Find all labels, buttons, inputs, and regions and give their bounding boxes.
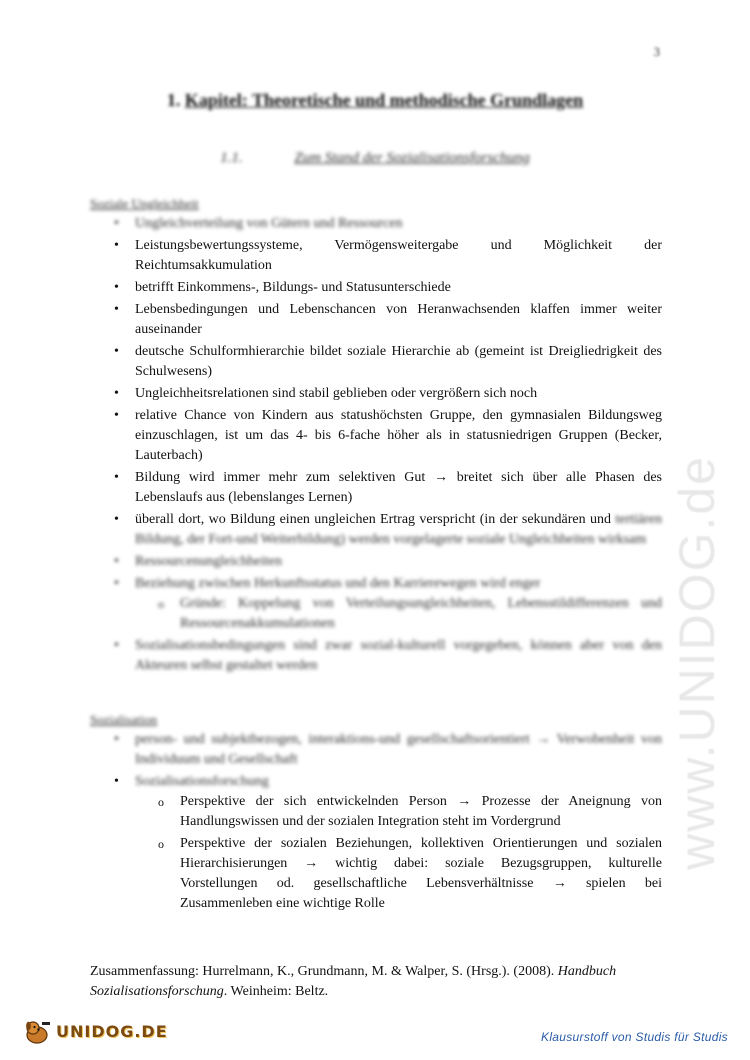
- section-title-text: Zum Stand der Sozialisationsforschung: [294, 150, 530, 166]
- chapter-title: [0, 90, 750, 111]
- dog-mascot-icon: [22, 1016, 52, 1046]
- sub-list-item: o Gründe: Koppelung von Verteilungsungleichheiten, Lebensstildifferenzen und Ressourcenakkumulationen: [90, 594, 662, 634]
- chapter-number: 1.: [166, 90, 181, 110]
- list-item-clear-part: überall dort, wo Bildung einen ungleichen Ertrag verspricht (in der sekundären und: [135, 512, 611, 527]
- list-item: • betrifft Einkommens-, Bildungs- und Statusunterschiede: [90, 278, 662, 298]
- list-item: • Ungleichheitsrelationen sind stabil geblieben oder vergrößern sich noch: [90, 384, 662, 404]
- inequality-heading: Soziale Ungleichheit: [90, 196, 199, 211]
- watermark: www.UNIDOG.de: [669, 455, 725, 870]
- logo-text: UNIDOG.DE: [56, 1021, 168, 1041]
- list-item: [90, 510, 662, 550]
- socialization-list: [90, 730, 662, 914]
- sub-list: [90, 792, 662, 914]
- reference-prefix: Zusammenfassung: Hurrelmann, K., Grundmann, M. & Walper, S. (Hrsg.). (2008).: [90, 964, 558, 979]
- sub-list: [90, 594, 662, 634]
- section-title: [0, 150, 750, 167]
- list-item: [90, 574, 662, 634]
- socialization-section: [90, 710, 662, 916]
- reference-suffix: . Weinheim: Beltz.: [223, 984, 329, 999]
- list-item: • Sozialisationsbedingungen sind zwar sozial-kulturell vorgegeben, können aber von den Akteuren selbst gestaltet werden: [90, 636, 662, 676]
- inequality-list: [90, 214, 662, 676]
- reference-book-part1: Handbuch: [557, 964, 617, 979]
- inequality-section: [90, 194, 662, 678]
- page-number: 3: [653, 44, 660, 59]
- list-item: • Bildung wird immer mehr zum selektiven Gut → breitet sich über alle Phasen des Lebenslaufs aus (lebenslanges Lernen): [90, 468, 662, 508]
- sub-list-item: o Perspektive der sich entwickelnden Person → Prozesse der Aneignung von Handlungswissen und der sozialen Integration steht im Vordergrund: [90, 792, 662, 832]
- list-item: • Ungleichverteilung von Gütern und Ressourcen: [90, 214, 662, 234]
- list-item: • Leistungsbewertungssysteme, Vermögensweitergabe und Möglichkeit der Reichtumsakkumulation: [90, 236, 662, 276]
- section-number: 1.1.: [220, 150, 243, 166]
- reference: [90, 962, 662, 1002]
- footer-tagline: Klausurstoff von Studis für Studis: [541, 1030, 728, 1044]
- list-item-text: Sozialisationsforschung: [135, 774, 269, 789]
- list-item: • deutsche Schulformhierarchie bildet soziale Hierarchie ab (gemeint ist Dreigliedrigkeit des Schulwesens): [90, 342, 662, 382]
- list-item: • Ressourcenungleichheiten: [90, 552, 662, 572]
- socialization-heading: Sozialisation: [90, 712, 158, 727]
- chapter-title-text: Kapitel: Theoretische und methodische Grundlagen: [184, 90, 584, 110]
- list-item-blurred-part: tertiären Bildung, der Fort-und Weiterbildung) werden vorgelagerte soziale Ungleichheiten wirksam: [135, 512, 663, 547]
- unidog-logo: [22, 1016, 168, 1046]
- list-item-text: Beziehung zwischen Herkunftsstatus und den Karrierewegen wird enger: [135, 576, 541, 591]
- list-item: • person- und subjektbezogen, interaktions-und gesellschaftsorientiert → Verwobenheit von Individuum und Gesellschaft: [90, 730, 662, 770]
- list-item: • Lebensbedingungen und Lebenschancen von Heranwachsenden klaffen immer weiter auseinander: [90, 300, 662, 340]
- sub-list-item: o Perspektive der sozialen Beziehungen, kollektiven Orientierungen und sozialen Hierarchisierungen → wichtig dabei: soziale Bezugsgruppen, kulturelle Vorstellungen od. gesellschaftliche Lebensverhältnisse → spielen bei Zusammenleben eine wichtige Rolle: [90, 834, 662, 914]
- reference-book-part2: Sozialisationsforschung: [90, 984, 224, 999]
- list-item: • relative Chance von Kindern aus statushöchsten Gruppe, den gymnasialen Bildungsweg einzuschlagen, ist um das 4- bis 6-fache höher als in statusniedrigen Gruppen (Becker, Lauterbach): [90, 406, 662, 466]
- list-item: [90, 772, 662, 914]
